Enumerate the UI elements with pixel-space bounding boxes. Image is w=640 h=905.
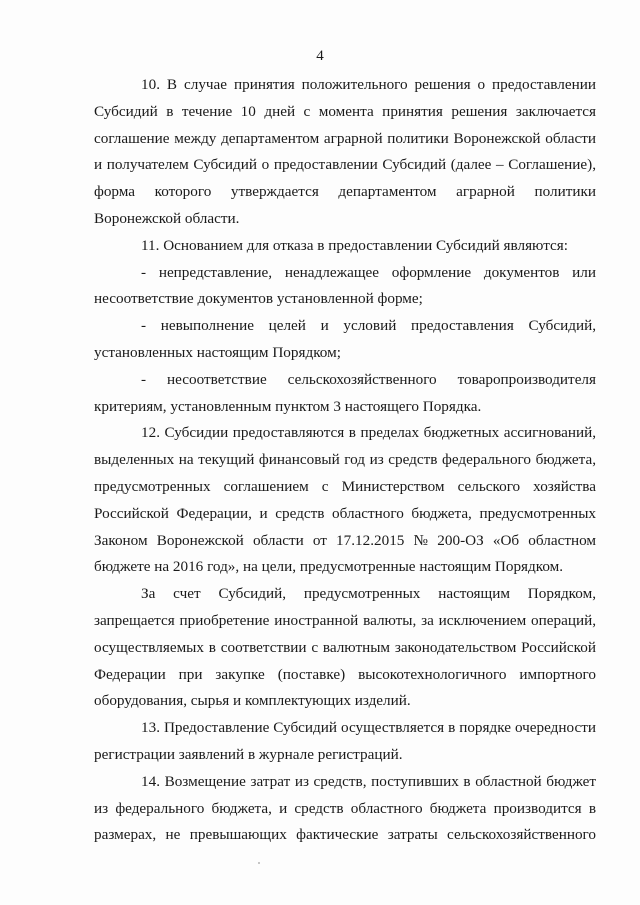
- paragraph-10: [94, 72, 596, 233]
- text-line: За счет Субсидий, предусмотренных настоящим Порядком,: [141, 585, 596, 603]
- document-body: [94, 72, 596, 849]
- text-line: несоответствие документов установленной форме;: [94, 290, 423, 308]
- text-line: и получателем Субсидий о предоставлении Субсидий (далее – Соглашение),: [94, 156, 596, 174]
- text-line: Российской Федерации, и средств областного бюджета, предусмотренных: [94, 504, 596, 522]
- text-line: оборудования, сырья и комплектующих изделий.: [94, 692, 411, 710]
- text-line: Субсидий в течение 10 дней с момента принятия решения заключается: [94, 102, 596, 120]
- text-line: - невыполнение целей и условий предоставления Субсидий,: [141, 317, 596, 335]
- text-line: форма которого утверждается департаментом аграрной политики: [94, 183, 596, 201]
- paragraph-11-item-c: [94, 367, 596, 421]
- text-line: бюджете на 2016 год», на цели, предусмотренные настоящим Порядком.: [94, 558, 564, 576]
- text-line: 10. В случае принятия положительного решения о предоставлении: [141, 76, 596, 93]
- text-line: 14. Возмещение затрат из средств, поступивших в областной бюджет: [141, 772, 596, 790]
- scan-speck: [258, 862, 260, 864]
- text-line: 11. Основанием для отказа в предоставлении Субсидий являются:: [141, 236, 568, 254]
- text-line: - несоответствие сельскохозяйственного товаропроизводителя: [141, 370, 596, 388]
- text-line: - непредставление, ненадлежащее оформление документов или: [141, 263, 596, 281]
- text-line: предусмотренных соглашением с Министерством сельского хозяйства: [94, 477, 596, 495]
- text-line: размерах, не превышающих фактические затраты сельскохозяйственного: [94, 826, 596, 844]
- paragraph-14: [94, 769, 596, 849]
- paragraph-13: [94, 715, 596, 769]
- text-line: запрещается приобретение иностранной валюты, за исключением операций,: [94, 611, 596, 629]
- paragraph-11-item-a: [94, 260, 596, 314]
- page-number: 4: [316, 48, 324, 64]
- text-line: установленных настоящим Порядком;: [94, 343, 341, 361]
- text-line: 13. Предоставление Субсидий осуществляется в порядке очередности: [141, 719, 596, 737]
- paragraph-11: [94, 233, 596, 260]
- text-line: Воронежской области.: [94, 209, 240, 227]
- paragraph-11-item-b: [94, 313, 596, 367]
- text-line: из федерального бюджета, и средств областного бюджета производится в: [94, 799, 596, 817]
- paragraph-12: [94, 420, 596, 581]
- text-line: соглашение между департаментом аграрной политики Воронежской области: [94, 129, 596, 147]
- text-line: осуществляемых в соответствии с валютным законодательством Российской: [94, 638, 596, 656]
- text-line: критериям, установленным пунктом 3 настоящего Порядка.: [94, 397, 482, 415]
- text-line: Федерации при закупке (поставке) высокотехнологичного импортного: [94, 665, 596, 683]
- text-line: выделенных на текущий финансовый год из средств федерального бюджета,: [94, 451, 596, 469]
- text-line: 12. Субсидии предоставляются в пределах бюджетных ассигнований,: [141, 424, 596, 442]
- text-line: регистрации заявлений в журнале регистраций.: [94, 745, 403, 763]
- paragraph-12-continued: [94, 581, 596, 715]
- text-line: Законом Воронежской области от 17.12.2015 № 200-ОЗ «Об областном: [94, 531, 596, 549]
